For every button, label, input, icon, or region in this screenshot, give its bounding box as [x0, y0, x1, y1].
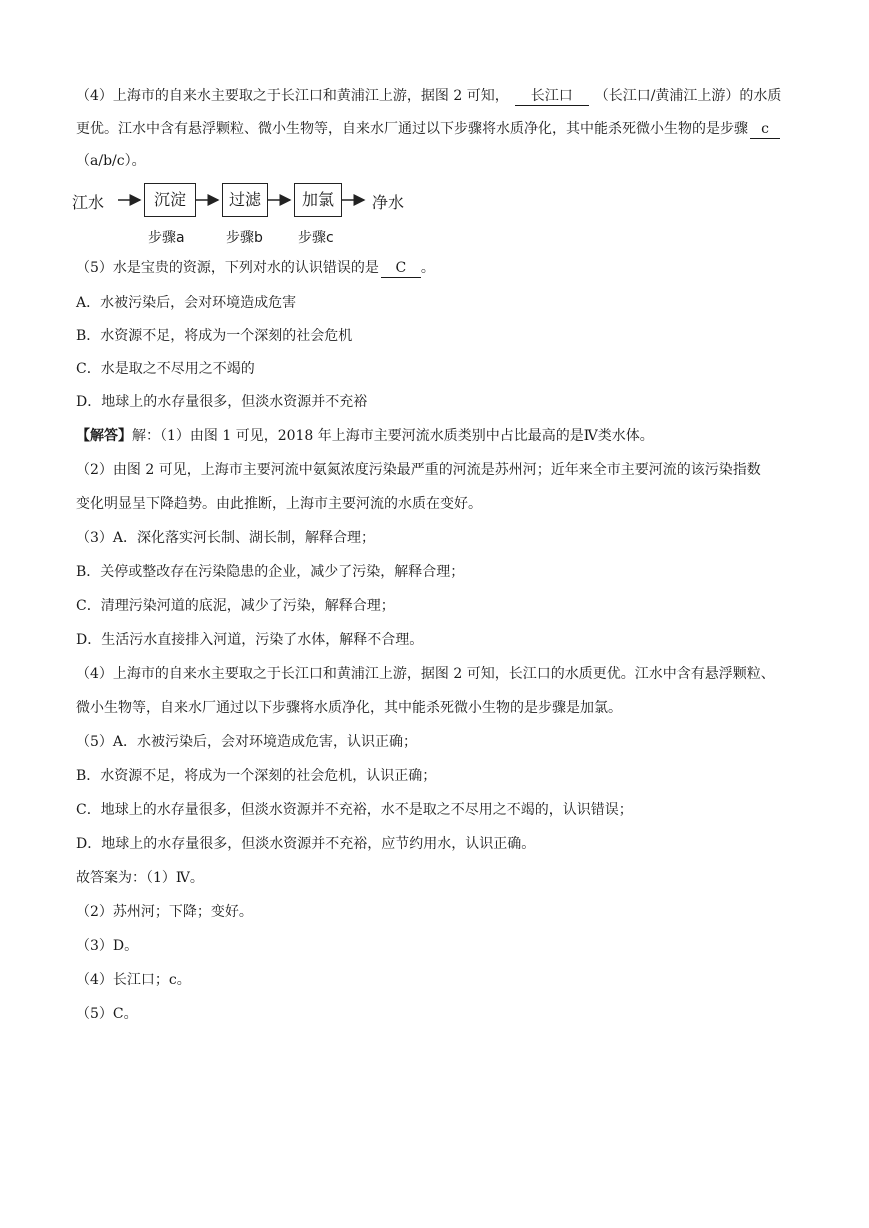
flow-box-chlorination: 加氯 — [294, 183, 342, 217]
answer-label: 【解答】 — [76, 428, 132, 444]
flow-step-c: 步骤c — [298, 230, 334, 246]
q4-answer-blank-2: c — [750, 121, 780, 139]
answer-line-4: （3）A．深化落实河长制、湖长制，解释合理； — [76, 530, 376, 546]
answer-line-8: （4）上海市的自来水主要取之于长江口和黄浦江上游，据图 2 可知，长江口的水质更优。江水中含有悬浮颗粒、 — [76, 666, 775, 682]
answer-line-6: C．清理污染河道的底泥，减少了污染，解释合理； — [76, 598, 395, 614]
q5-option-b: B．水资源不足，将成为一个深刻的社会危机 — [76, 328, 353, 344]
final-answer-2: （2）苏州河；下降；变好。 — [76, 904, 253, 920]
q4-line-2-pre: 更优。江水中含有悬浮颗粒、微小生物等，自来水厂通过以下步骤将水质净化，其中能杀死微小生物的是步骤 — [76, 121, 748, 137]
q5-answer-blank: C — [381, 260, 421, 278]
answer-line-13: D．地球上的水存量很多，但淡水资源并不充裕，应节约用水，认识正确。 — [76, 836, 536, 852]
final-answer-4: （4）长江口；c。 — [76, 972, 191, 988]
purification-flowchart — [72, 183, 412, 253]
q4-line-1 — [76, 86, 821, 106]
flow-step-b: 步骤b — [226, 230, 263, 246]
q4-answer-blank-1: 长江口 — [515, 88, 589, 106]
answer-line-5: B．关停或整改存在污染隐患的企业，减少了污染，解释合理； — [76, 564, 465, 580]
flow-start-label: 江水 — [72, 193, 105, 212]
q4-line-1-pre: （4）上海市的自来水主要取之于长江口和黄浦江上游，据图 2 可知， — [76, 88, 509, 104]
q5-stem-pre: （5）水是宝贵的资源，下列对水的认识错误的是 — [76, 260, 379, 276]
q4-line-1-post: （长江口/黄浦江上游）的水质 — [594, 88, 782, 104]
q5-option-d: D．地球上的水存量很多，但淡水资源并不充裕 — [76, 394, 368, 410]
answer-line-12: C．地球上的水存量很多，但淡水资源并不充裕，水不是取之不尽用之不竭的，认识错误； — [76, 802, 633, 818]
answer-line-9: 微小生物等，自来水厂通过以下步骤将水质净化，其中能杀死微小生物的是步骤是加氯。 — [76, 700, 622, 716]
final-answer-5: （5）C。 — [76, 1006, 138, 1022]
answer-line-3: 变化明显呈下降趋势。由此推断，上海市主要河流的水质在变好。 — [76, 496, 482, 512]
q5-option-a: A．水被污染后，会对环境造成危害 — [76, 295, 297, 311]
answer-text-1: 解：（1）由图 1 可见，2018 年上海市主要河流水质类别中占比最高的是Ⅳ类水体。 — [132, 428, 654, 444]
final-answer-3: （3）D。 — [76, 938, 139, 954]
answer-line-1 — [76, 426, 821, 446]
answer-line-7: D．生活污水直接排入河道，污染了水体，解释不合理。 — [76, 632, 424, 648]
q5-option-c: C．水是取之不尽用之不竭的 — [76, 361, 255, 377]
final-answer-1: 故答案为：（1）Ⅳ。 — [76, 870, 204, 886]
answer-line-10: （5）A．水被污染后，会对环境造成危害，认识正确； — [76, 734, 418, 750]
q5-stem-post: 。 — [420, 260, 435, 276]
flow-box-sedimentation: 沉淀 — [144, 183, 196, 217]
answer-line-11: B．水资源不足，将成为一个深刻的社会危机，认识正确； — [76, 768, 437, 784]
q4-line-2 — [76, 119, 821, 139]
answer-line-2: （2）由图 2 可见，上海市主要河流中氨氮浓度污染最严重的河流是苏州河；近年来全市主要河流的该污染指数 — [76, 462, 761, 478]
flow-step-a: 步骤a — [148, 230, 185, 246]
flow-end-label: 净水 — [372, 193, 405, 212]
flow-box-filtration: 过滤 — [222, 183, 268, 217]
q5-stem — [76, 258, 821, 278]
q4-line-3: （a/b/c）。 — [76, 153, 146, 169]
